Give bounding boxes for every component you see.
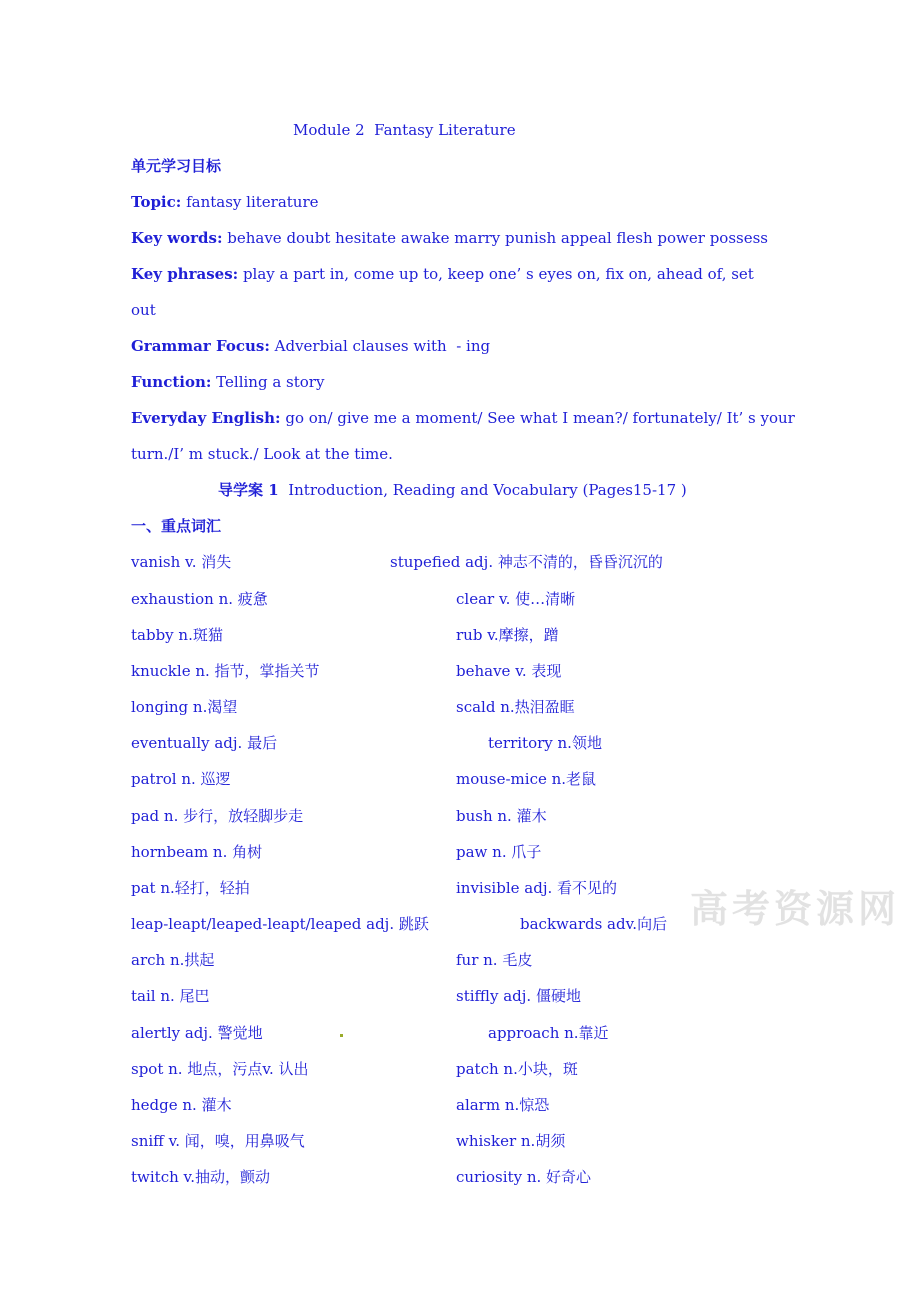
function-line bbox=[131, 372, 324, 392]
function-label: Function: bbox=[131, 373, 212, 391]
vocab-left-item: eventually adj. 最后 bbox=[131, 734, 278, 752]
vocab-right-item: behave v. 表现 bbox=[456, 662, 562, 680]
guide-value: Introduction, Reading and Vocabulary (Pages15-17 ) bbox=[278, 481, 687, 499]
key-phrases-continuation: out bbox=[131, 301, 156, 319]
vocab-left-item: tabby n.斑猫 bbox=[131, 626, 223, 644]
everyday-value: go on/ give me a moment/ See what I mean?/ fortunately/ It’ s your bbox=[280, 409, 795, 427]
vocab-right-item: alarm n.惊恐 bbox=[456, 1096, 550, 1114]
vocab-left-item: hornbeam n. 角树 bbox=[131, 843, 263, 861]
vocab-right-item: stupefied adj. 神志不清的，昏昏沉沉的 bbox=[390, 553, 663, 571]
vocab-right-item: scald n.热泪盈眶 bbox=[456, 698, 575, 716]
vocab-left-item: alertly adj. 警觉地 bbox=[131, 1024, 263, 1042]
everyday-label: Everyday English: bbox=[131, 409, 281, 427]
vocab-left-item: knuckle n. 指节，掌指关节 bbox=[131, 662, 320, 680]
stray-dot bbox=[340, 1034, 343, 1037]
key-words-value: behave doubt hesitate awake marry punish appeal flesh power possess bbox=[222, 229, 769, 247]
vocab-right-item: mouse-mice n.老鼠 bbox=[456, 770, 597, 788]
vocab-left-item: sniff v. 闻，嗅，用鼻吸气 bbox=[131, 1132, 305, 1150]
section-goals-heading: 单元学习目标 bbox=[131, 157, 222, 175]
key-words-line bbox=[131, 228, 768, 248]
section-vocab-heading: 一、重点词汇 bbox=[131, 517, 222, 535]
page-title: Module 2 Fantasy Literature bbox=[293, 121, 516, 139]
grammar-value: Adverbial clauses with - ing bbox=[269, 337, 491, 355]
grammar-line bbox=[131, 336, 490, 356]
grammar-label: Grammar Focus: bbox=[131, 337, 270, 355]
vocab-right-item: fur n. 毛皮 bbox=[456, 951, 533, 969]
vocab-right-item: whisker n.胡须 bbox=[456, 1132, 566, 1150]
vocab-left-item: twitch v.抽动，颤动 bbox=[131, 1168, 270, 1186]
guide-heading bbox=[218, 480, 687, 500]
vocab-right-item: clear v. 使…清晰 bbox=[456, 590, 576, 608]
vocab-right-item: territory n.领地 bbox=[488, 734, 602, 752]
vocab-right-item: stiffly adj. 僵硬地 bbox=[456, 987, 581, 1005]
vocab-left-item: tail n. 尾巴 bbox=[131, 987, 210, 1005]
vocab-left-item: pat n.轻打，轻拍 bbox=[131, 879, 250, 897]
vocab-left-item: exhaustion n. 疲惫 bbox=[131, 590, 268, 608]
function-value: Telling a story bbox=[211, 373, 325, 391]
topic-value: fantasy literature bbox=[181, 193, 319, 211]
vocab-left-item: longing n.渴望 bbox=[131, 698, 238, 716]
vocab-right-item: bush n. 灌木 bbox=[456, 807, 547, 825]
watermark: 高考资源网 bbox=[690, 886, 901, 931]
vocab-right-item: paw n. 爪子 bbox=[456, 843, 542, 861]
vocab-right-item: invisible adj. 看不见的 bbox=[456, 879, 618, 897]
everyday-line bbox=[131, 408, 795, 428]
topic-label: Topic: bbox=[131, 193, 182, 211]
everyday-continuation: turn./I’ m stuck./ Look at the time. bbox=[131, 445, 393, 463]
vocab-left-item: pad n. 步行，放轻脚步走 bbox=[131, 807, 304, 825]
vocab-left-item: leap-leapt/leaped-leapt/leaped adj. 跳跃 bbox=[131, 915, 429, 933]
vocab-right-item: backwards adv.向后 bbox=[520, 915, 668, 933]
key-phrases-label: Key phrases: bbox=[131, 265, 239, 283]
guide-label: 导学案 1 bbox=[218, 481, 279, 499]
vocab-right-item: curiosity n. 好奇心 bbox=[456, 1168, 592, 1186]
vocab-left-item: vanish v. 消失 bbox=[131, 553, 232, 571]
vocab-right-item: approach n.靠近 bbox=[488, 1024, 609, 1042]
vocab-left-item: patrol n. 巡逻 bbox=[131, 770, 231, 788]
vocab-right-item: rub v.摩擦，蹭 bbox=[456, 626, 559, 644]
vocab-left-item: arch n.拱起 bbox=[131, 951, 215, 969]
vocab-right-item: patch n.小块，斑 bbox=[456, 1060, 578, 1078]
key-phrases-value: play a part in, come up to, keep one’ s eyes on, fix on, ahead of, set bbox=[238, 265, 754, 283]
key-words-label: Key words: bbox=[131, 229, 223, 247]
vocab-left-item: spot n. 地点，污点v. 认出 bbox=[131, 1060, 309, 1078]
topic-line bbox=[131, 192, 319, 212]
key-phrases-line bbox=[131, 264, 754, 284]
vocab-left-item: hedge n. 灌木 bbox=[131, 1096, 232, 1114]
